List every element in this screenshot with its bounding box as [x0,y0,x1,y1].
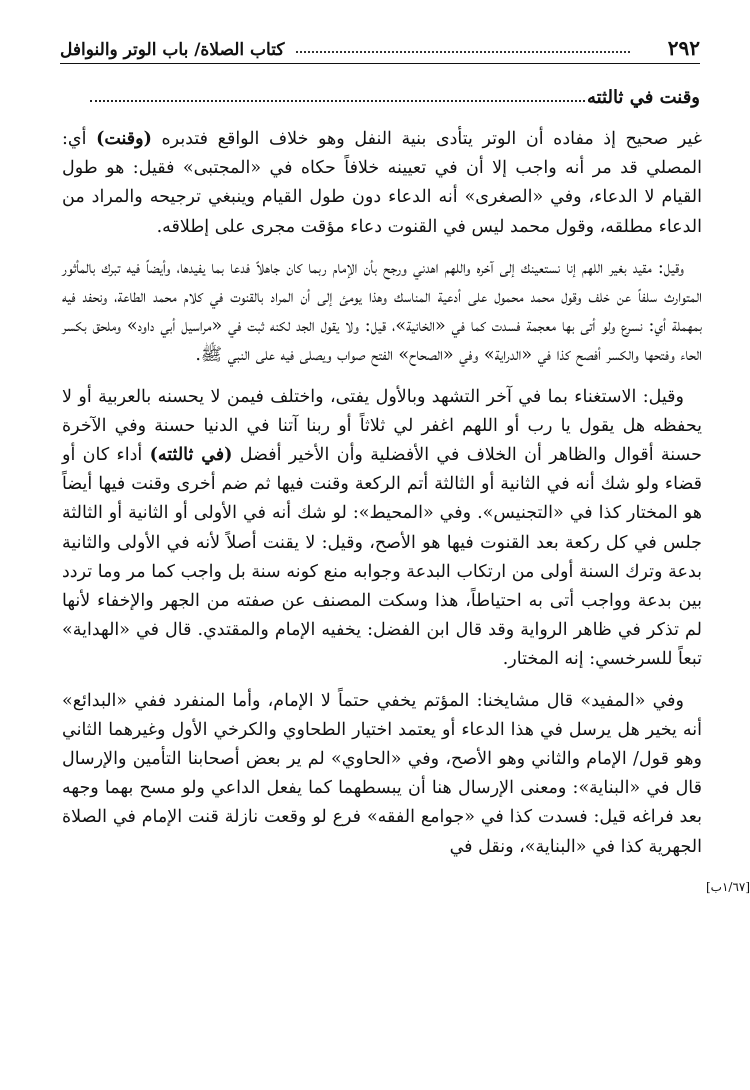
paragraph [62,687,702,862]
text-run: غير صحيح إذ مفاده أن الوتر يتأدى بنية النفل وهو خلاف الواقع فتدبره [151,129,702,149]
text-run: أي: المصلي قد مر أنه واجب إلا أن في تعيينه خلافاً حكاه في «المجتبى» فقيل: هو طول القيام لا الدعاء، وفي «الصغرى» أنه الدعاء دون طول القيام وينبغي ترجيحه والمراد من الدعاء مطلقه، وقول محمد ليس في القنوت دعاء مؤقت مجرى على إطلاقه. [62,129,702,237]
section-dotted-leader [90,100,585,102]
body-text [62,125,702,874]
section-heading [90,78,700,108]
page-number: ٢٩٢ [667,36,700,60]
text-run: أداء كان أو قضاء ولو شك أنه في الثانية أو الثالثة أتم الركعة وقنت فيها ثم ضم أخرى وقنت فيها أيضاً هو المختار كذا في «التجنيس». وفي «المحيط»: لو شك أنه في الأولى أو الثانية أو الثالثة جلس في كل ركعة بعد القنوت فيها هو الأصح، وقيل: لا يقنت أصلاً لأنه في الأولى والثانية بدعة وترك السنة أولى من ارتكاب البدعة وجوابه منع كونه سنة بل واجب كما مر وما تردد بين بدعة وواجب أتى به احتياطاً، هذا وسكت المصنف عن صفته من الجهر والإخفاء لأنها لم تذكر في ظاهر الرواية وقد قال ابن الفضل: يخفيه الإمام والمقتدي. قال في «الهداية» تبعاً للسرخسي: إنه المختار. [62,445,702,670]
page-header [60,30,700,60]
paragraph [62,383,702,675]
paragraph [62,254,702,371]
running-header-title: كتاب الصلاة/ باب الوتر والنوافل [60,40,285,60]
bold-term: (في ثالثته) [149,445,233,466]
header-divider [60,63,700,64]
margin-manuscript-ref: [١/٦٧ب] [706,880,750,894]
header-dotted-leader [296,51,630,53]
text-run: وقيل: الاستغناء بما في آخر التشهد وبالأول يفتى، واختلف فيمن لا يحسنه بالعربية أو لا يحفظه هل يقول يا رب أو اللهم اغفر لي ثلاثاً أو ربنا آتنا في الدنيا حسنة وفي الآخرة حسنة أقوال والظاهر أن الخلاف في الأفضلية وأن الأخير أفضل [62,386,702,466]
text-run: وقيل: مقيد بغير اللهم إنا نستعينك إلى آخره واللهم اهدني ورجح بأن الإمام ربما كان جاهلاً فدعا بما يفيدها، وأيضاً فيه تبرك بالمأثور المتوارث سلفاً عن خلف وقول محمد محمول على أدعية المناسك وهذا يومئ إلى أن المراد بالقنوت في كلام محمد الطاعة، ونحفد فيه بمهملة أي: نسرع ولو أتى بها معجمة فسدت كما في «الخانية»، قيل: ولا يقول الجد لكنه ثبت في «مراسيل أبي داود» وملحق بكسر الحاء وفتحها والكسر أفصح كذا في «الدراية» وفي «الصحاح» الفتح صواب ويصلى فيه على النبي ﷺ. [62,257,702,366]
bold-term: (وقنت) [96,129,152,149]
paragraph [62,125,702,242]
section-title: وقنت في ثالثته [586,87,700,108]
text-run: وفي «المفيد» قال مشايخنا: المؤتم يخفي حتماً لا الإمام، وأما المنفرد ففي «البدائع» أنه يخير هل يرسل في هذا الدعاء أو يعتمد اختيار الطحاوي والكرخي الأول وغيرهما الثاني وهو قول/ الإمام والثاني وهو الأصح، وفي «الحاوي» لم ير بعض أصحابنا التأمين والإرسال قال في «البناية»: ومعنى الإرسال هنا أن يبسطهما كما يفعل الداعي ولو مسح بهما وجهه بعد فراغه قيل: فسدت كذا في «جوامع الفقه» فرع لو وقعت نازلة قنت الإمام في الصلاة الجهرية كذا في «البناية»، ونقل في [62,690,702,857]
